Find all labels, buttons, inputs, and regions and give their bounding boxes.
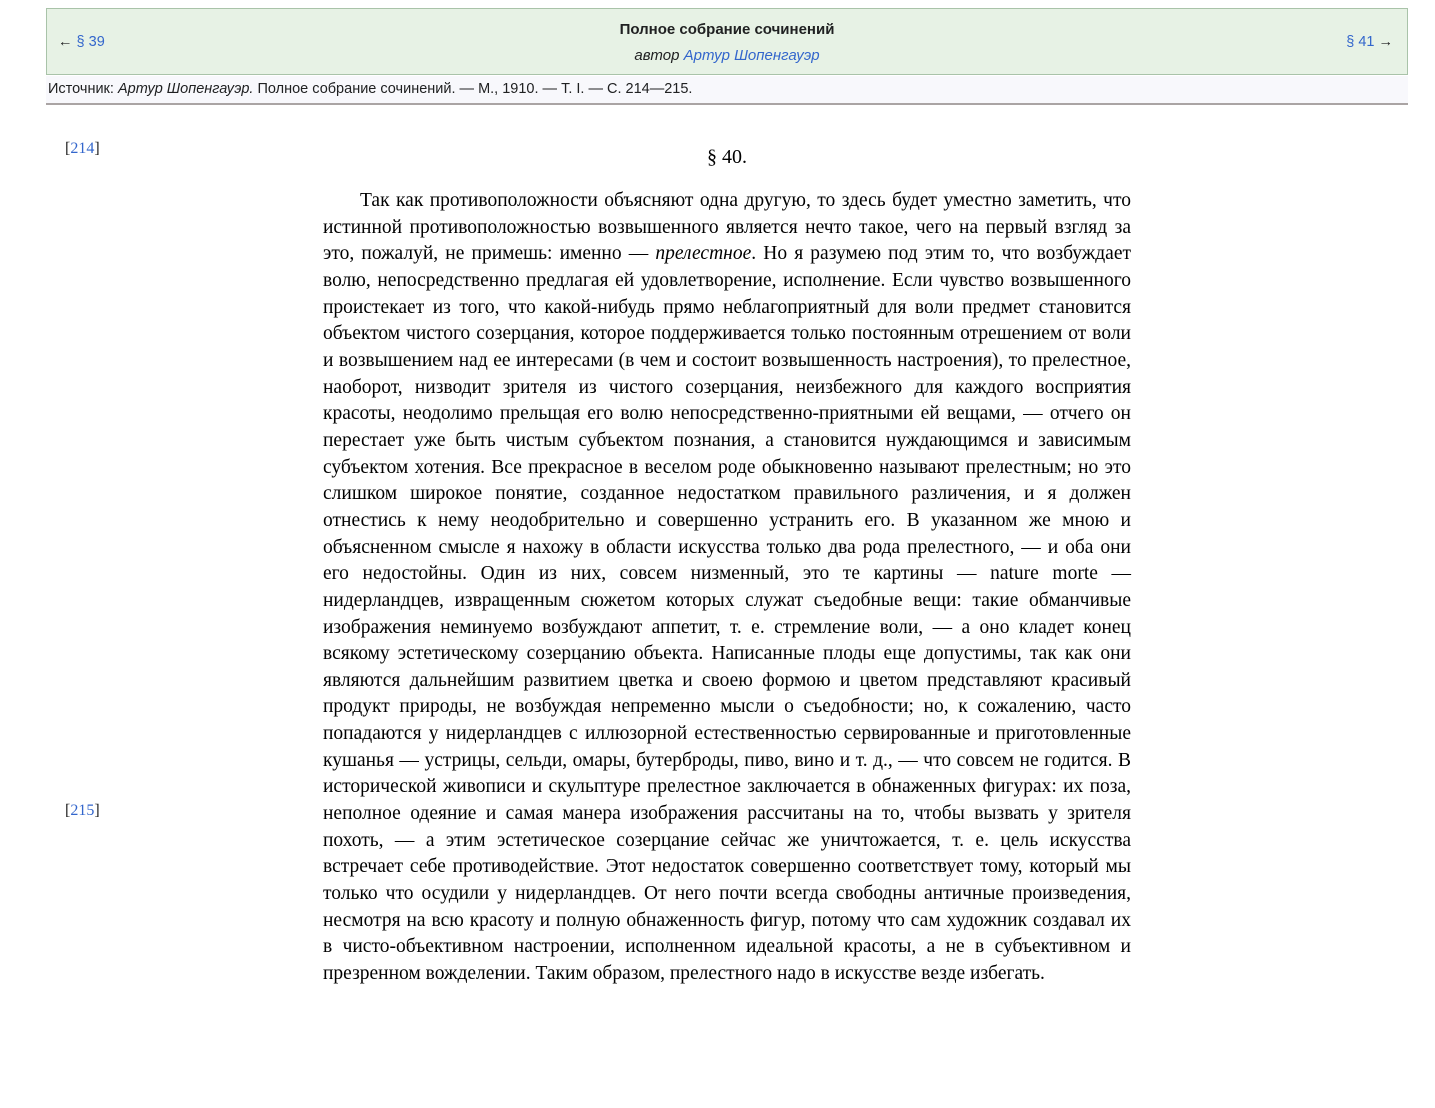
- paragraph-italic-term: прелестное: [655, 243, 752, 265]
- navigation-header: [46, 8, 1408, 75]
- author-link[interactable]: Артур Шопенгауэр: [683, 47, 820, 64]
- next-section-nav: [1346, 34, 1393, 50]
- author-line: [47, 47, 1407, 64]
- paragraph-text-1: Так как противоположности объясняют одна другую, то здесь будет уместно заметить, что истинной противоположностью возвышенного является нечто такое, чего на первый взгляд за это, пожалуй, не примешь: именно —: [323, 190, 1131, 265]
- section-heading: § 40.: [707, 146, 747, 168]
- text-column: [323, 145, 1131, 988]
- bracket-close: ]: [94, 140, 100, 157]
- page-frame: [46, 8, 1408, 988]
- page-215-link[interactable]: 215: [70, 802, 95, 819]
- page-214-link[interactable]: 214: [70, 140, 95, 157]
- paragraph-text-2: . Но я разумею под этим то, что возбуждает волю, непосредственно предлагая ей удовлетворение, исполнение. Если чувство возвышенного проистекает из того, что какой-нибудь прямо неблагоприятный для воли предмет становится объектом чистого созерцания, которое поддерживается только постоянным отрешением от воли и возвышением над ее интересами (в чем и состоит возвышенность настроения), то прелестное, наоборот, низводит зрителя из чистого созерцания, неизбежного для каждого восприятия красоты, неодолимо прельщая его волю непосредственно-приятными ей вещами, — отчего он перестает уже быть чистым субъектом познания, а становится нуждающимся и зависимым субъектом хотения. Все прекрасное в веселом роде обыкновенно называют прелестным; но это слишком широкое понятие, созданное недостатком правильного различения, и я должен отнестись к нему неодобрительно и совершенно устранить его. В указанном же мною и объясненном смысле я нахожу в области искусства только два рода прелестного, — и оба они его недостойны. Один из них, совсем низменный, это те картины — nature morte — нидерландцев, извращенным сюжетом которых служат съедобные вещи: такие обманчивые изображения неминуемо возбуждают аппетит, т. е. стремление воли, — а оно кладет конец всякому эстетическому созерцанию объекта. Написанные плоды еще допустимы, так как они являются дальнейшим развитием цветка и своею формою и цветом представляют красивый продукт природы, не возбуждая непременно мысли о съедобности; но, к сожалению, часто попадаются у нидерландцев с иллюзорной естественностью сервированные и приготовленные кушанья — устрицы, сельди, омары, бутерброды, пиво, вино и т. д., — что совсем не годится. В исторической живописи и скульптуре прелестное заключается в обнаженных фигурах: их поза, неполное одеяние и самая манера изображения рассчитаны на то, чтобы вызвать у зрителя похоть, — а этим эстетическое созерцание сейчас же уничтожается, т. е. цель искусства встречает себе противодействие. Этот недостаток совершенно соответствует тому, который мы только что осудили у нидерландцев. От него почти всегда свободны античные произведения, несмотря на всю красоту и полную обнаженность фигур, потому что сам художник создавал их в чисто-объективном настроении, исполненном идеальной красоты, а не в субъективном и презренном вожделении. Таким образом, прелестного надо в искусстве везде избегать.: [323, 243, 1132, 985]
- right-arrow-icon: →: [1378, 33, 1393, 50]
- source-line: [46, 76, 1408, 105]
- next-section-link[interactable]: § 41: [1346, 33, 1375, 50]
- prev-section-link[interactable]: § 39: [76, 33, 105, 50]
- page-marker-215: [65, 802, 100, 820]
- body-paragraph: [323, 188, 1131, 988]
- left-arrow-icon: ←: [58, 33, 73, 50]
- source-author: Артур Шопенгауэр.: [117, 81, 254, 97]
- bracket-close: ]: [94, 802, 100, 819]
- bracket-open: [: [65, 140, 71, 157]
- source-prefix: Источник:: [48, 81, 114, 97]
- bracket-open: [: [65, 802, 71, 819]
- source-citation: Полное собрание сочинений. — М., 1910. — Т. I. — С. 214—215.: [257, 81, 693, 97]
- author-prefix-label: автор: [634, 47, 680, 64]
- page-title: Полное собрание сочинений: [619, 21, 835, 38]
- main-content: [46, 105, 1408, 988]
- prev-section-nav: [58, 34, 105, 50]
- page-marker-214: [65, 140, 100, 158]
